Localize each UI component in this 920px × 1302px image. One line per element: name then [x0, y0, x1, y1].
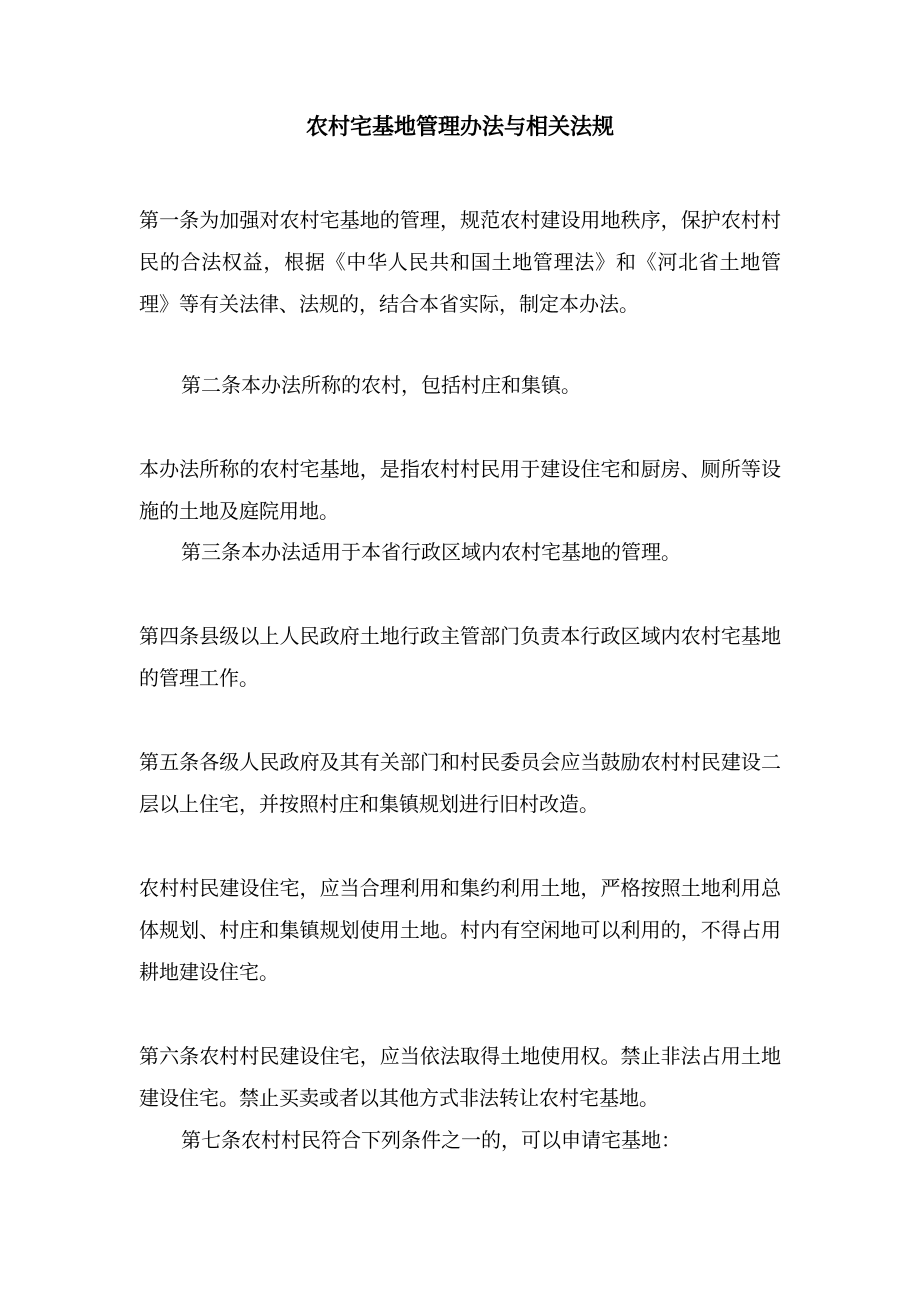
document-title: 农村宅基地管理办法与相关法规 — [305, 114, 614, 140]
paragraph-article-3: 第三条本办法适用于本省行政区域内农村宅基地的管理。 — [181, 540, 681, 564]
paragraph-article-2: 第二条本办法所称的农村，包括村庄和集镇。 — [181, 373, 581, 397]
paragraph-article-1: 第一条为加强对农村宅基地的管理，规范农村建设用地秩序，保护农村村民的合法权益，根据《中华人民共和国土地管理法》和《河北省土地管理》等有关法律、法规的，结合本省实际，制定本办法。 — [139, 208, 781, 316]
paragraph-homestead-definition: 本办法所称的农村宅基地，是指农村村民用于建设住宅和厨房、厕所等设施的土地及庭院用地。 — [139, 457, 781, 523]
paragraph-land-use: 农村村民建设住宅，应当合理利用和集约利用土地，严格按照土地利用总体规划、村庄和集镇规划使用土地。村内有空闲地可以利用的，不得占用耕地建设住宅。 — [139, 876, 781, 984]
paragraph-article-7: 第七条农村村民符合下列条件之一的，可以申请宅基地： — [181, 1128, 681, 1152]
paragraph-article-6: 第六条农村村民建设住宅，应当依法取得土地使用权。禁止非法占用土地建设住宅。禁止买卖或者以其他方式非法转让农村宅基地。 — [139, 1044, 781, 1110]
paragraph-article-5: 第五条各级人民政府及其有关部门和村民委员会应当鼓励农村村民建设二层以上住宅，并按照村庄和集镇规划进行旧村改造。 — [139, 750, 781, 816]
paragraph-article-4: 第四条县级以上人民政府土地行政主管部门负责本行政区域内农村宅基地的管理工作。 — [139, 624, 781, 690]
